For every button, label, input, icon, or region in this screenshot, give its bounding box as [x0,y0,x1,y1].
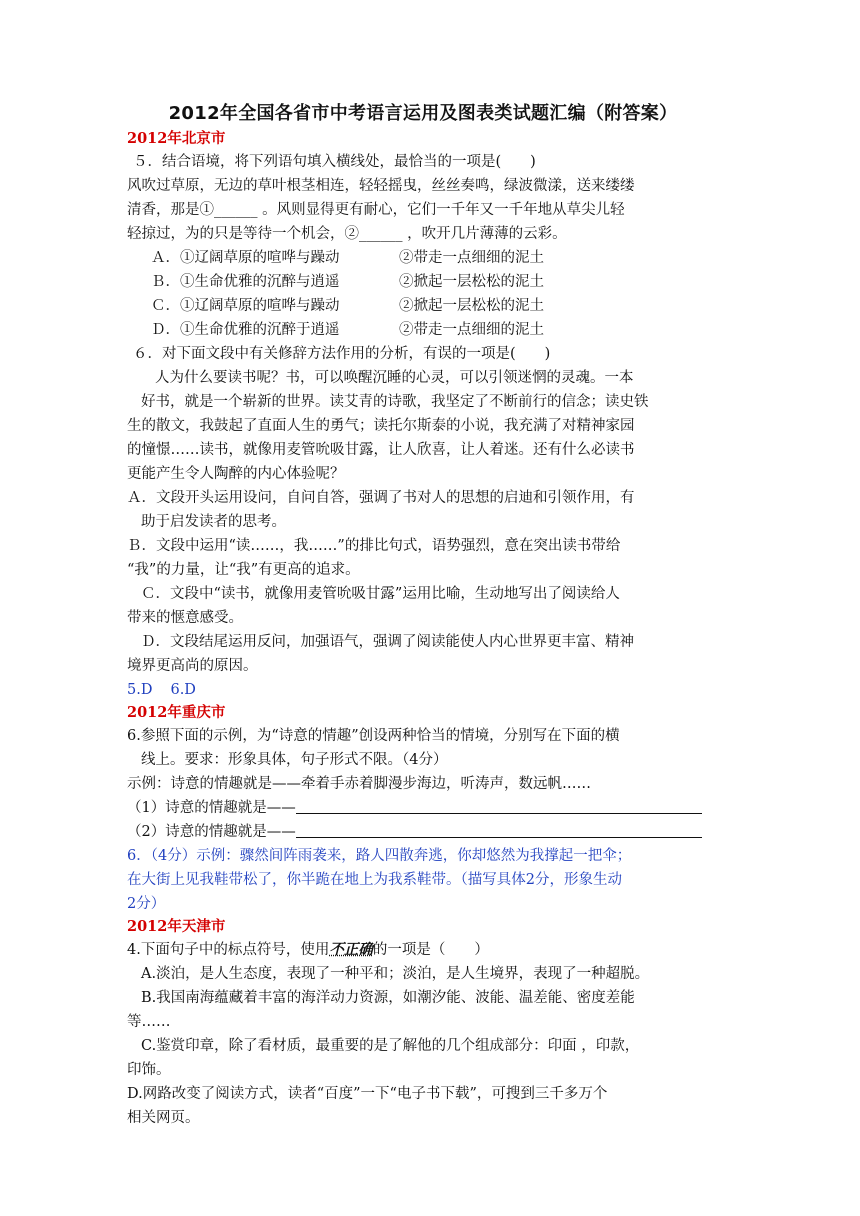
option-b [127,270,731,294]
passage-line: 轻掠过，为的只是等待一个机会，②______ ，吹开几片薄薄的云彩。 [127,226,567,242]
choice-c-tianjin: C.鉴赏印章，除了看材质，最重要的是了解他的几个组成部分：印面 ，印款， [141,1038,640,1054]
choice-b-line: “我”的力量，让“我”有更高的追求。 [127,562,360,578]
text-line: 好书，就是一个崭新的世界。读艾青的诗歌，我坚定了不断前行的信念；读史铁 [141,394,649,410]
question-6-chongqing: 6.参照下面的示例，为“诗意的情趣”创设两种恰当的情境，分别写在下面的横 [127,728,620,744]
answer-beijing [127,678,731,702]
answer-5: 5.D [127,682,153,698]
choice-a-tianjin: A.淡泊，是人生态度，表现了一种平和；淡泊，是人生境界，表现了一种超脱。 [141,966,650,982]
choice-b-tianjin-cont: 等…… [127,1014,171,1030]
choice-c-tianjin-cont: 印饰。 [127,1062,171,1078]
choice-d-line: 境界更高尚的原因。 [127,658,258,674]
answer-blank-1 [296,797,702,814]
option-c-part1: Ｃ．①辽阔草原的喧哗与躁动 [151,298,340,314]
choice-a-line: Ａ．文段开头运用设问，自问自答，强调了书对人的思想的启迪和引领作用，有 [127,490,635,506]
document-title: 2012年全国各省市中考语言运用及图表类试题汇编（附答案） [168,103,678,124]
question-6: ６．对下面文段中有关修辞方法作用的分析，有误的一项是( ) [133,346,551,362]
option-a-part1: Ａ．①辽阔草原的喧哗与躁动 [151,250,340,266]
text-line: 生的散文，我鼓起了直面人生的勇气；读托尔斯泰的小说，我充满了对精神家园 [127,418,635,434]
fill-line-2 [127,820,731,844]
answer-chongqing-line: 2分） [127,896,166,912]
question-5: ５．结合语境，将下列语句填入横线处，最恰当的一项是( ) [133,154,536,170]
text-line: 人为什么要读书呢？书，可以唤醒沉睡的心灵，可以引领迷惘的灵魂。一本 [155,370,634,386]
choice-d-line: Ｄ．文段结尾运用反问，加强语气，强调了阅读能使人内心世界更丰富、精神 [141,634,634,650]
option-d-part2: ②带走一点细细的泥土 [399,322,544,338]
passage-line: 清香，那是①______ 。风则显得更有耐心，它们一千年又一千年地从草尖儿轻 [127,202,625,218]
answer-blank-2 [296,821,702,838]
option-c [127,294,731,318]
fill-label-1: （1）诗意的情趣就是—— [127,800,296,816]
text-line: 的憧憬……读书，就像用麦管吮吸甘露，让人欣喜，让人着迷。还有什么必读书 [127,442,635,458]
section-heading-chongqing: 2012年重庆市 [127,704,226,721]
choice-b-tianjin: B.我国南海蕴藏着丰富的海洋动力资源，如潮汐能、波能、温差能、密度差能 [141,990,635,1006]
answer-6: 6.D [170,682,196,698]
choice-c-line: Ｃ．文段中“读书，就像用麦管吮吸甘露”运用比喻，生动地写出了阅读给人 [141,586,620,602]
fill-line-1 [127,796,731,820]
choice-c-line: 带来的惬意感受。 [127,610,243,626]
text-line: 更能产生令人陶醉的内心体验呢？ [127,466,345,482]
option-b-part1: Ｂ．①生命优雅的沉醉与逍遥 [151,274,340,290]
passage-line: 风吹过草原，无边的草叶根茎相连，轻轻摇曳，丝丝奏鸣，绿波微漾，送来缕缕 [127,178,635,194]
choice-d-tianjin-cont: 相关网页。 [127,1110,200,1126]
question-6-requirement: 线上。要求：形象具体，句子形式不限。（4分） [141,752,448,768]
question-4-tianjin [127,938,731,962]
choice-b-line: Ｂ．文段中运用“读……，我……”的排比句式，语势强烈，意在突出读书带给 [127,538,621,554]
section-heading-beijing: 2012年北京市 [127,130,226,147]
answer-chongqing-line: 6．（4分）示例：骤然间阵雨袭来，路人四散奔逃，你却悠然为我撑起一把伞； [127,848,632,864]
choice-a-line: 助于启发读者的思考。 [141,514,286,530]
option-c-part2: ②掀起一层松松的泥土 [399,298,544,314]
document-page [127,100,731,1130]
fill-label-2: （2）诗意的情趣就是—— [127,824,296,840]
question-4-prefix: 4.下面句子中的标点符号，使用 [127,942,330,958]
option-d-part1: Ｄ．①生命优雅的沉醉于逍遥 [151,322,340,338]
option-a-part2: ②带走一点细细的泥土 [399,250,544,266]
question-4-emphasis: 不正确 [329,941,373,958]
question-4-suffix: 的一项是（ ） [372,942,489,958]
option-d [127,318,731,342]
example-line: 示例：诗意的情趣就是——牵着手赤着脚漫步海边，听涛声，数远帆…… [127,776,591,792]
section-heading-tianjin: 2012年天津市 [127,918,226,935]
option-a [127,246,731,270]
option-b-part2: ②掀起一层松松的泥土 [399,274,544,290]
choice-d-tianjin: D.网路改变了阅读方式，读者“百度”一下“电子书下载”，可搜到三千多万个 [127,1086,608,1102]
answer-chongqing-line: 在大街上见我鞋带松了，你半跪在地上为我系鞋带。（描写具体2分，形象生动 [127,872,622,888]
